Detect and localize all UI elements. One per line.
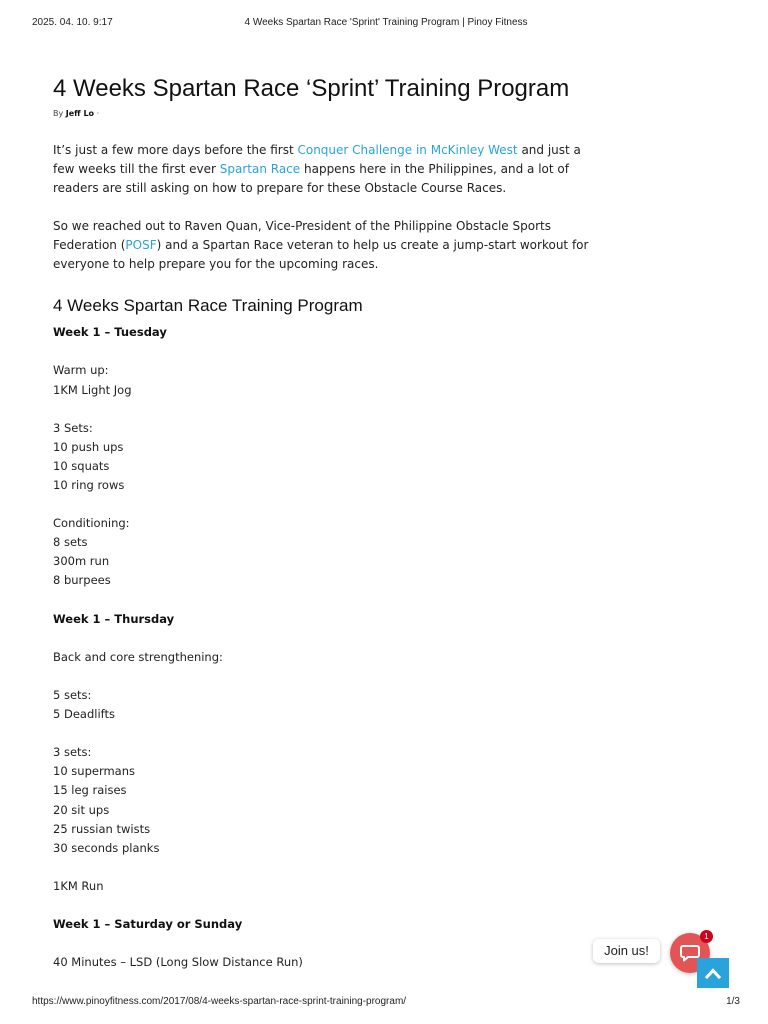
posf-text-2: ) and a Spartan Race veteran to help us create a jump-start workout for everyone to help prepare you for the upcoming races. (53, 237, 589, 272)
workout-day-heading: Week 1 – Thursday (53, 611, 175, 626)
workout-line: 25 russian twists (53, 821, 151, 836)
workout-line: Warm up: (53, 363, 109, 378)
blank-line (53, 667, 593, 686)
workout-line: Back and core strengthening: (53, 649, 223, 664)
scroll-to-top-button[interactable] (697, 958, 729, 988)
byline-prefix: By (53, 109, 64, 118)
page-number: 1/3 (726, 996, 740, 1007)
workout-line: 30 seconds planks (53, 840, 160, 855)
workout-line: 10 supermans (53, 764, 135, 779)
author-link[interactable]: Jeff Lo (65, 109, 95, 118)
blank-line (53, 342, 593, 361)
workout-line: 300m run (53, 554, 110, 569)
workout-line: 10 squats (53, 458, 110, 473)
workout-day-heading: Week 1 – Tuesday (53, 325, 167, 340)
workout-line: Conditioning: (53, 516, 130, 531)
workout-line: 40 Minutes – LSD (Long Slow Distance Run) (53, 955, 303, 970)
conquer-challenge-link[interactable]: Conquer Challenge in McKinley West (297, 143, 518, 157)
join-us-bubble[interactable]: Join us! (593, 939, 660, 963)
blank-line (53, 629, 593, 648)
byline (53, 109, 593, 121)
workout-line: 1KM Run (53, 878, 104, 893)
blank-line (53, 858, 593, 877)
workout-line: 3 sets: (53, 745, 92, 760)
intro-text-2: and just a few weeks till the first ever (53, 143, 581, 177)
workout-line: 3 Sets: (53, 420, 93, 435)
article (53, 74, 593, 972)
blank-line (53, 591, 593, 610)
posf-paragraph (53, 217, 593, 275)
workout-line: 5 sets: (53, 688, 92, 702)
blank-line (53, 724, 593, 743)
posf-link[interactable]: POSF (125, 237, 157, 252)
byline-separator: · (96, 109, 100, 118)
training-program (53, 323, 593, 972)
chevron-up-icon (705, 966, 721, 980)
workout-line: 5 Deadlifts (53, 707, 115, 722)
print-date: 2025. 04. 10. 9:17 (32, 17, 113, 28)
workout-line: 8 sets (53, 535, 88, 550)
workout-line: 15 leg raises (53, 783, 127, 798)
workout-day-heading: Week 1 – Saturday or Sunday (53, 917, 243, 932)
section-heading: 4 Weeks Spartan Race Training Program (53, 296, 363, 316)
posf-text-1: So we reached out to Raven Quan, Vice-President of the Philippine Obstacle Sports Federation ( (53, 218, 551, 252)
intro-text-1: It’s just a few more days before the first (53, 143, 298, 157)
intro-text-3: happens here in the Philippines, and a lot of readers are still asking on how to prepare for these Obstacle Course Races. (53, 162, 569, 196)
chat-notification-badge: 1 (700, 930, 713, 943)
workout-line: 1KM Light Jog (53, 382, 132, 397)
blank-line (53, 400, 593, 419)
page-url: https://www.pinoyfitness.com/2017/08/4-weeks-spartan-race-sprint-training-program/ (32, 996, 407, 1007)
blank-line (53, 896, 593, 915)
spartan-race-link[interactable]: Spartan Race (219, 162, 301, 177)
blank-line (53, 495, 593, 514)
blank-line (53, 934, 593, 953)
article-title: 4 Weeks Spartan Race ‘Sprint’ Training Program (53, 75, 570, 102)
workout-line: 10 ring rows (53, 477, 125, 492)
workout-line: 10 push ups (53, 439, 124, 454)
workout-line: 20 sit ups (53, 802, 110, 817)
intro-paragraph (53, 141, 593, 199)
print-document-title: 4 Weeks Spartan Race 'Sprint' Training Program | Pinoy Fitness (244, 17, 528, 28)
workout-line: 8 burpees (53, 573, 111, 588)
